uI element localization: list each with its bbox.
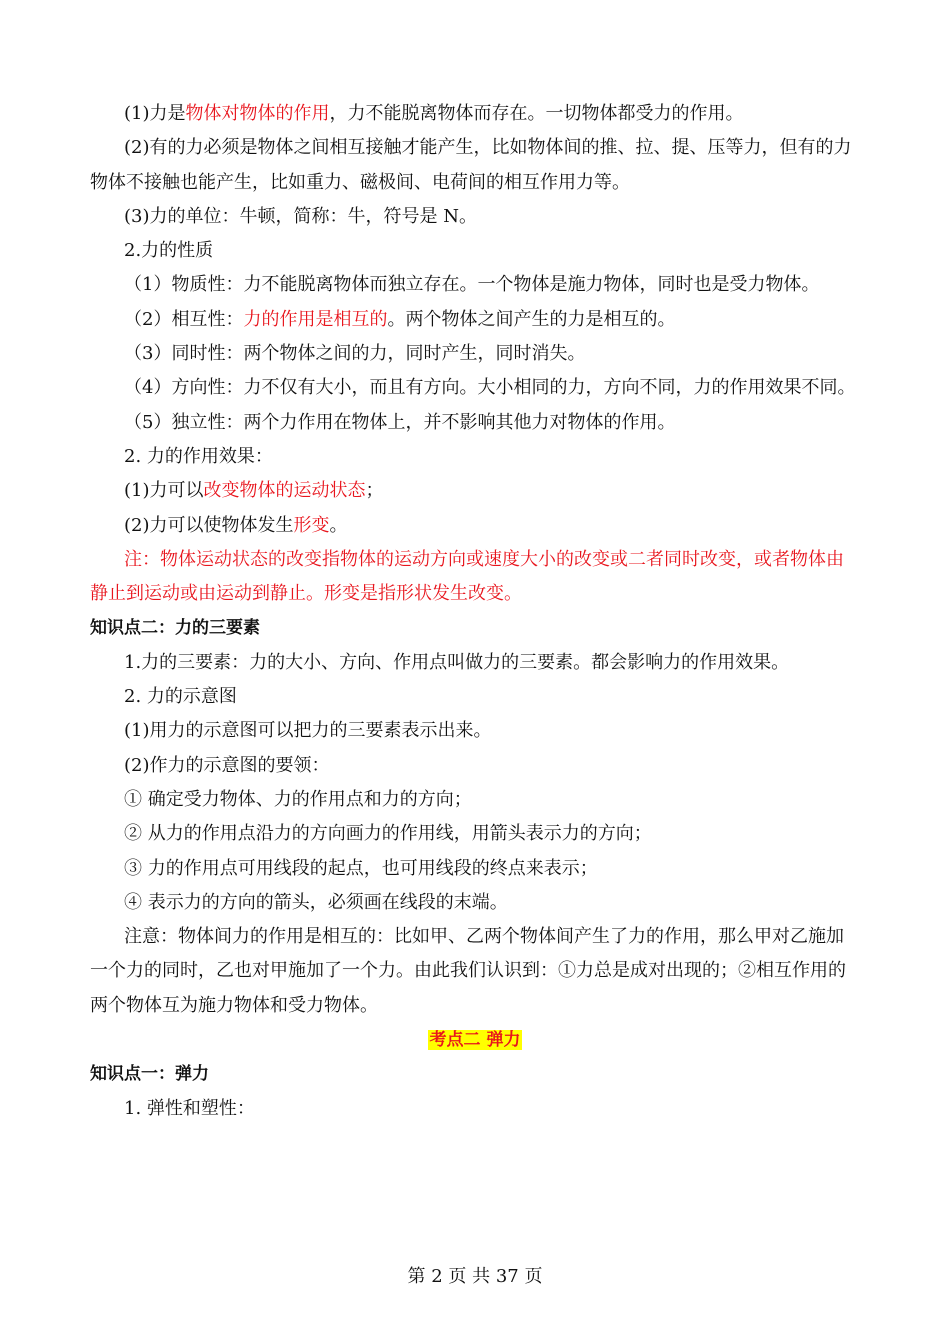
paragraph-force-definition [90, 97, 860, 131]
text-run: ，力不能脱离物体而存在。一切物体都受力的作用。 [329, 103, 744, 124]
paragraph-contact-force: (2)有的力必须是物体之间相互接触才能产生，比如物体间的推、拉、提、压等力，但有的力物体不接触也能产生，比如重力、磁极间、电荷间的相互作用力等。 [90, 137, 852, 193]
text-run: (1)力可以 [124, 480, 204, 502]
paragraph-simultaneity: （3）同时性：两个物体之间的力，同时产生，同时消失。 [124, 343, 586, 365]
list-item-step-3: ③ 力的作用点可用线段的起点，也可用线段的终点来表示； [124, 857, 598, 879]
paragraph-independence: （5）独立性：两个力作用在物体上，并不影响其他力对物体的作用。 [124, 411, 676, 433]
paragraph-deformation [90, 509, 860, 543]
subheading-elasticity-plasticity: 1. 弹性和塑性： [124, 1097, 255, 1119]
paragraph-change-motion [90, 474, 860, 508]
paragraph-diagram-steps: (2)作力的示意图的要领： [124, 754, 330, 776]
list-item-step-1: ① 确定受力物体、力的作用点和力的方向； [124, 788, 472, 810]
text-run: (2)力可以使物体发生 [124, 514, 294, 536]
paragraph-mutuality [90, 303, 860, 337]
text-run: (1)力是 [124, 103, 186, 124]
text-run: 。两个物体之间产生的力是相互的。 [387, 308, 676, 330]
subheading-force-diagram: 2. 力的示意图 [124, 686, 237, 708]
section-title-text: 考点二 弹力 [429, 1030, 521, 1051]
page-content [90, 97, 860, 1126]
note-motion-state: 注：物体运动状态的改变指物体的运动方向或速度大小的改变或二者同时改变，或者物体由静止到运动或由运动到静止。形变是指形状发生改变。 [90, 548, 844, 605]
highlight-text: 力的作用是相互的 [243, 308, 388, 330]
highlight-text: 形变 [293, 514, 330, 536]
paragraph-diagram-purpose: (1)用力的示意图可以把力的三要素表示出来。 [124, 720, 492, 742]
highlight-text: 改变物体的运动状态 [203, 480, 366, 502]
paragraph-three-elements: 1.力的三要素：力的大小、方向、作用点叫做力的三要素。都会影响力的作用效果。 [124, 651, 790, 673]
list-item-step-4: ④ 表示力的方向的箭头，必须画在线段的末端。 [124, 891, 508, 913]
note-mutual-force: 注意：物体间力的作用是相互的：比如甲、乙两个物体间产生了力的作用，那么甲对乙施加一个力的同时，乙也对甲施加了一个力。由此我们认识到：①力总是成对出现的；②相互作用的两个物体互为施力物体和受力物体。 [90, 926, 846, 1016]
paragraph-direction: （4）方向性：力不仅有大小，而且有方向。大小相同的力，方向不同，力的作用效果不同。 [124, 377, 856, 399]
paragraph-force-unit: (3)力的单位：牛顿，简称：牛，符号是 N。 [124, 205, 477, 227]
paragraph-materiality: （1）物质性：力不能脱离物体而独立存在。一个物体是施力物体，同时也是受力物体。 [124, 274, 820, 296]
highlight-text: 物体对物体的作用 [185, 103, 330, 124]
heading-three-elements: 知识点二：力的三要素 [90, 618, 260, 639]
text-run: （2）相互性： [124, 308, 244, 330]
page-footer: 第 2 页 共 37 页 [407, 1266, 543, 1287]
text-run: 。 [329, 514, 348, 536]
heading-elastic-force: 知识点一：弹力 [90, 1064, 209, 1085]
section-title-elastic-force [90, 1023, 860, 1057]
subheading-force-properties: 2.力的性质 [124, 240, 214, 262]
subheading-force-effects: 2. 力的作用效果： [124, 445, 273, 467]
text-run: ； [365, 480, 384, 502]
list-item-step-2: ② 从力的作用点沿力的方向画力的作用线，用箭头表示力的方向； [124, 823, 652, 845]
